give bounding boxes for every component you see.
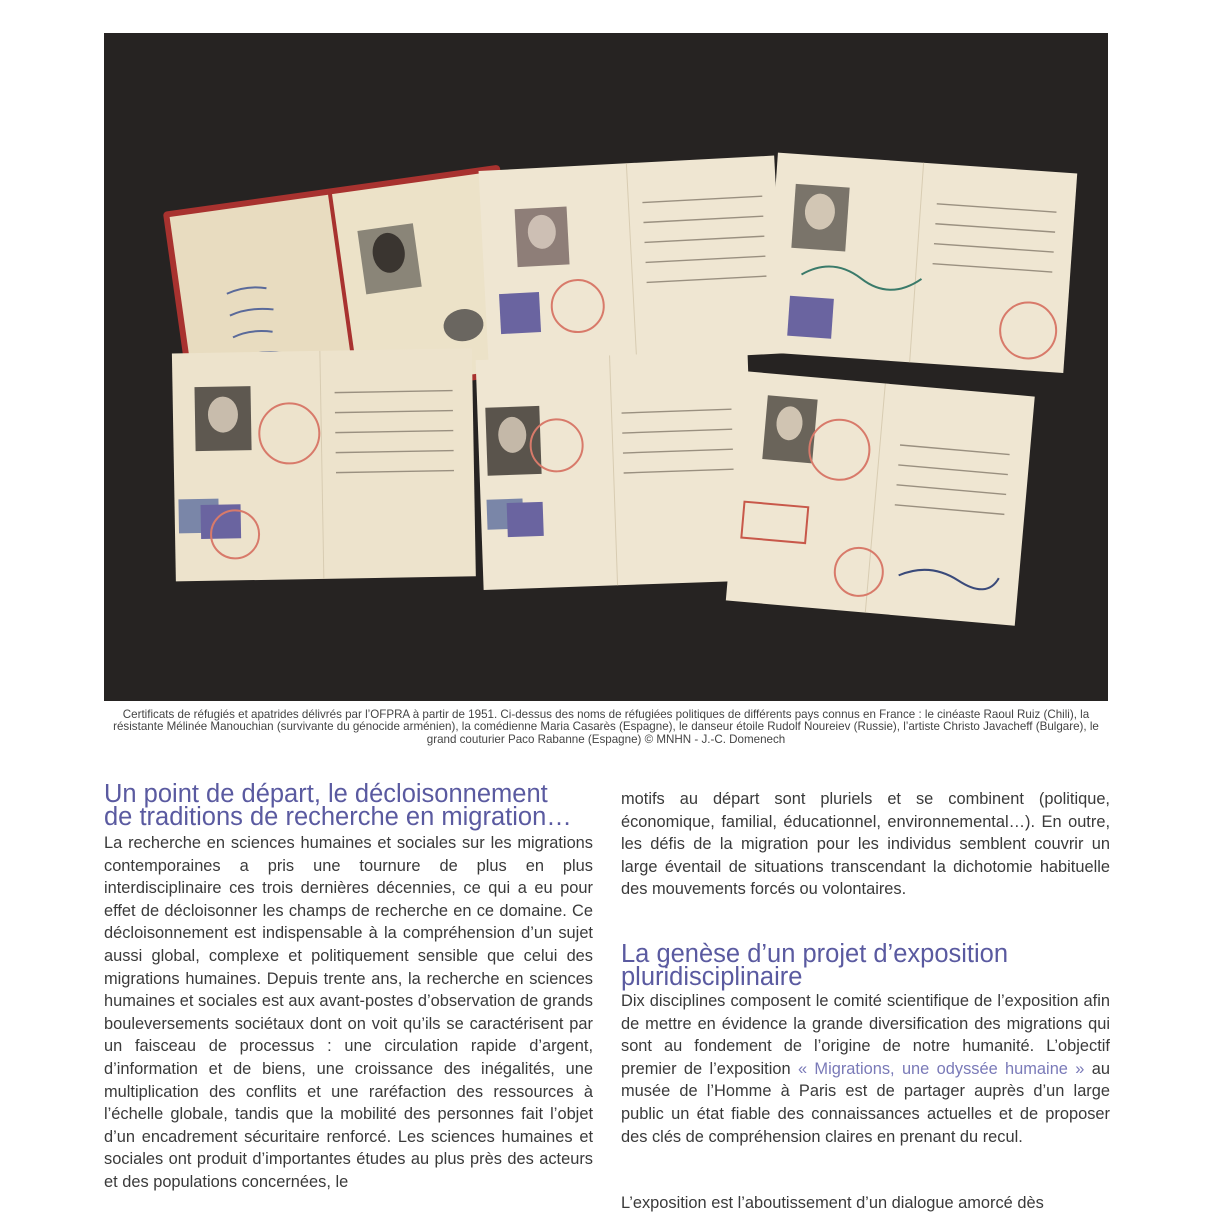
certificate-rabaneda [172,348,476,581]
certificate-manouchian [479,156,785,369]
photo-illustration [104,33,1108,701]
paragraph-2-text-after: au musée de l’Homme à Paris est de partager auprès d’un large public un état fiable des connaissances actuelles et de proposer des clés de compréhension claires en prenant du recul. [621,1059,1110,1146]
heading-left-line1: Un point de départ, le décloisonnement [104,780,548,808]
paragraph-2-text-before: Dix disciplines composent le comité scientifique de l’exposition afin de mettre en évidence la grande diversification des migrations qui sont au fondement de l’origine de notre humanité. L’objectif premier de l’exposition [621,992,1110,1078]
certificate-noureiev [764,153,1077,373]
heading-right-line1: La genèse d’un projet d’exposition [621,940,1009,968]
section-heading-left [104,780,593,831]
photo-caption: Certificats de réfugiés et apatrides délivrés par l’OFPRA à partir de 1951. Ci-dessus des noms de réfugiées politiques de différents pays connus en France : le cinéaste Raoul Ruiz (Chili), la résistante Mélinée Manouchian (survivante du génocide arménien), la comédienne Maria Casarès (Espagne), le danseur étoile Rudolf Noureiev (Russie), l’artiste Christo Javacheff (Bulgare), le grand couturier Paco Rabanne (Espagne) © MNHN - J.-C. Domenech [113,708,1099,746]
heading-left-line2: de traditions de recherche en migration… [104,803,572,831]
right-paragraph-2 [621,990,1110,1148]
left-column [104,780,593,1194]
right-paragraph-1: motifs au départ sont pluriels et se combinent (politique, économique, familial, éducationnel, environnemental…). En outre, les défis de la migration pour les individus semblent couvrir un large éventail de situations transcendant la dichotomie habituelle des mouvements forcés ou volontaires. [621,790,1110,899]
left-paragraph: La recherche en sciences humaines et sociales sur les migrations contemporaines a pris une tournure de plus en plus interdisciplinaire ces trois dernières décennies, ce qui a eu pour effet de décloisonner les champs de recherche en ce domaine. Ce décloisonnement est indispensable à la compréhension d’un sujet aussi global, complexe et politiquement sensible que celui des migrations humaines. Depuis trente ans, la recherche en sciences humaines et sociales est aux avant-postes d’observation de grands bouleversements sociétaux dont on voit qu’ils se caractérisent par un faisceau de processus : une circulation rapide d’argent, d’information et de biens, une croissance des inégalités, une multiplication des conflits et une raréfaction des ressources à l’échelle globale, tandis que la mobilité des personnes fait l’objet d’un encadrement sécuritaire renforcé. Les sciences humaines et sociales ont produit d’importantes études au plus près des acteurs et des populations concernées, le [104,834,593,1191]
certificate-javacheff [726,371,1035,625]
refugee-certificates-photo [104,33,1108,701]
right-paragraph-3: L’exposition est l’aboutissement d’un dialogue amorcé dès [621,1194,1044,1212]
section-heading-right [621,940,1110,991]
heading-right-line2: pluridisciplinaire [621,963,803,991]
exhibition-title-link[interactable]: « Migrations, une odyssée humaine » [797,1059,1085,1078]
certificate-casares [476,351,756,590]
